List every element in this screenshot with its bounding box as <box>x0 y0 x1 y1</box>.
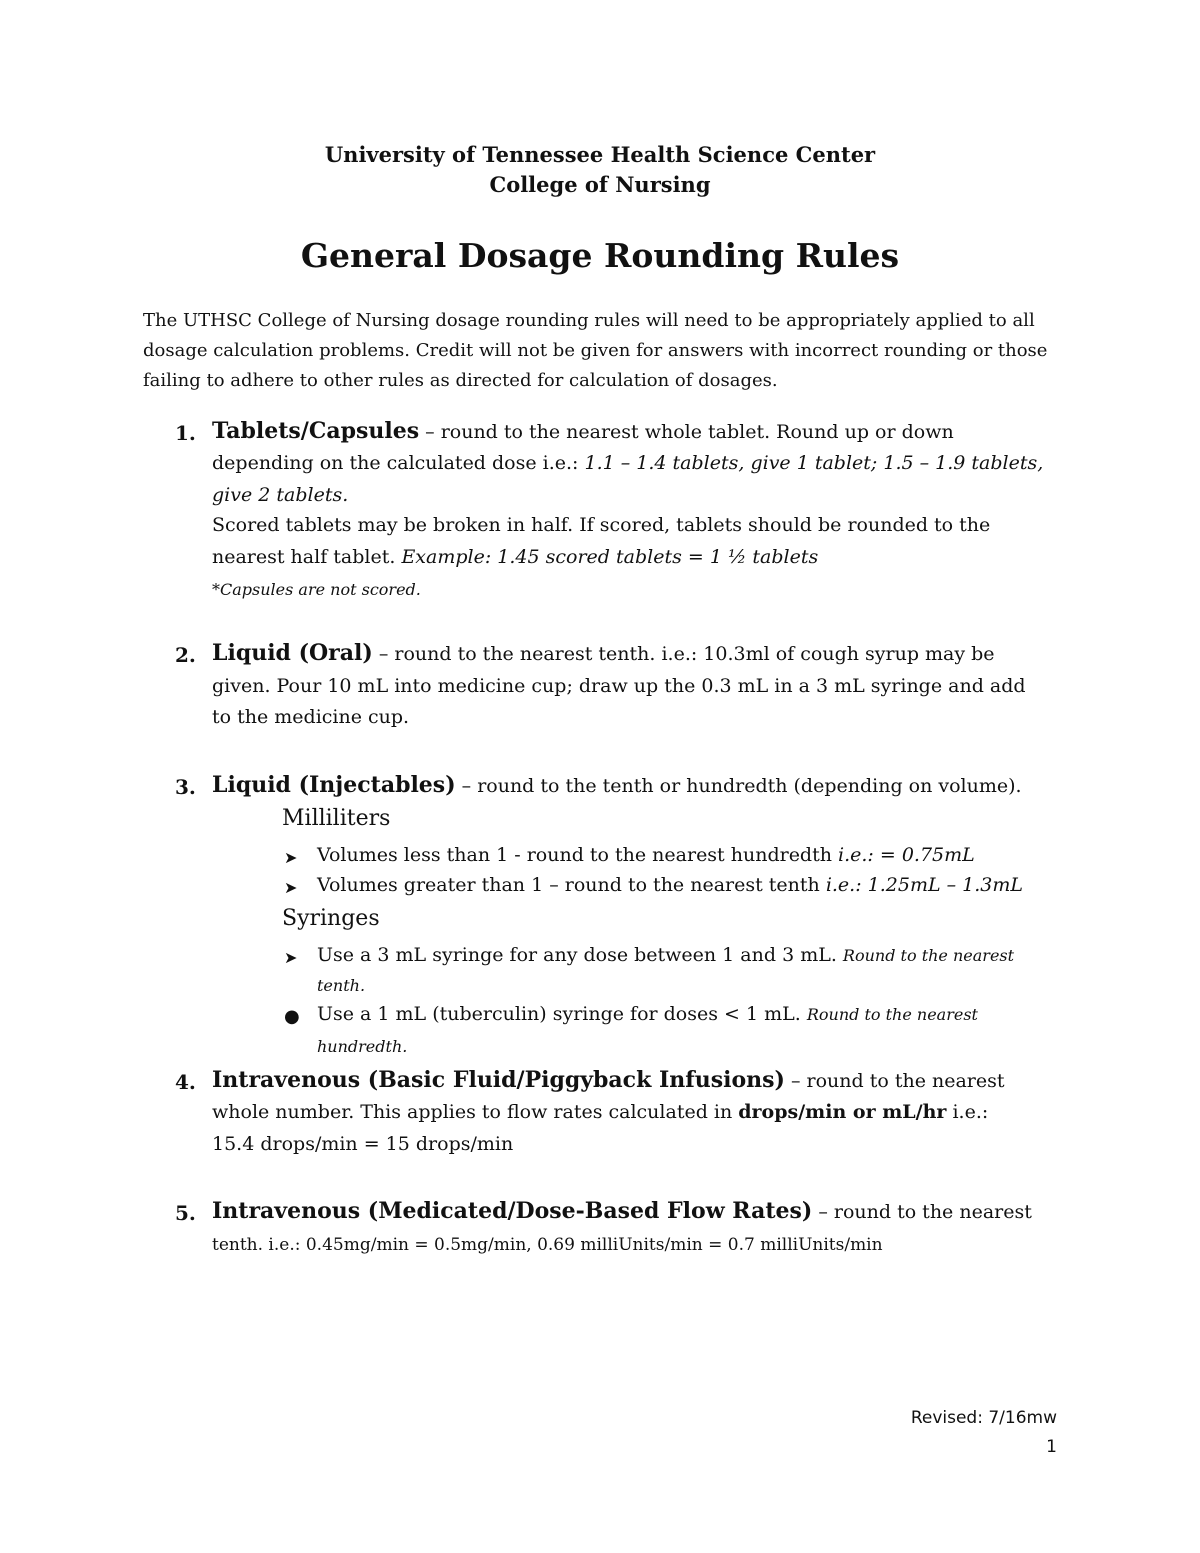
bullet-item <box>317 1003 978 1025</box>
rule-heading: Liquid (Oral) <box>212 640 373 666</box>
rule-heading: Intravenous (Medicated/Dose-Based Flow Rates) <box>212 1198 813 1224</box>
rule-text: – round to the nearest tenth. i.e.: 10.3ml of cough syrup may be <box>372 643 995 665</box>
arrowhead-bullet-icon: ➤ <box>284 948 298 967</box>
rule-number: 4. <box>175 1070 196 1094</box>
milliliters-subheading: Milliliters <box>282 806 391 831</box>
rule-heading: Liquid (Injectables) <box>212 772 456 798</box>
page-title: General Dosage Rounding Rules <box>300 236 900 275</box>
round-bullet-icon: ● <box>284 1006 300 1027</box>
intro-line: dosage calculation problems. Credit will not be given for answers with incorrect rounding or those <box>143 340 1048 361</box>
rule-heading: Tablets/Capsules <box>212 418 420 444</box>
rule-number: 2. <box>175 643 196 667</box>
rule-line <box>212 546 818 568</box>
rule-number: 1. <box>175 421 196 445</box>
rule-text: nearest half tablet. <box>212 546 402 568</box>
arrowhead-bullet-icon: ➤ <box>284 848 298 867</box>
rule-line <box>212 1198 1032 1224</box>
rule-text: – round to the nearest <box>812 1201 1032 1223</box>
rule-text: Scored tablets may be broken in half. If scored, tablets should be rounded to the <box>212 514 991 536</box>
college-name: College of Nursing <box>489 172 711 197</box>
arrowhead-bullet-icon: ➤ <box>284 878 298 897</box>
rule-text: to the medicine cup. <box>212 706 410 728</box>
bullet-text: Volumes greater than 1 – round to the nearest tenth <box>317 874 826 896</box>
bullet-item <box>317 844 975 866</box>
rule-text: depending on the calculated dose i.e.: <box>212 452 585 474</box>
rule-text: whole number. This applies to flow rates calculated in <box>212 1101 739 1123</box>
bullet-text: Volumes less than 1 - round to the nearest hundredth <box>317 844 839 866</box>
rule-example: give 2 tablets. <box>212 484 349 506</box>
bullet-note: tenth. <box>317 976 366 995</box>
rule-text: – round to the tenth or hundredth (depending on volume). <box>455 775 1022 797</box>
rule-line <box>212 1101 988 1123</box>
rule-line <box>212 452 1043 474</box>
intro-paragraph <box>143 306 1063 396</box>
bullet-item <box>317 874 1023 896</box>
rule-number: 3. <box>175 775 196 799</box>
bullet-note: Round to the nearest <box>842 946 1015 965</box>
bullet-text: Use a 1 mL (tuberculin) syringe for doses < 1 mL. <box>317 1003 807 1025</box>
rule-number: 5. <box>175 1201 196 1225</box>
syringes-subheading: Syringes <box>282 906 380 931</box>
rule-heading: Intravenous (Basic Fluid/Piggyback Infusions) <box>212 1067 785 1093</box>
bullet-item <box>317 944 1014 966</box>
rule-line <box>212 1067 1005 1093</box>
rule-line <box>212 772 1022 798</box>
bullet-note: Round to the nearest <box>806 1005 978 1024</box>
bullet-example: i.e.: = 0.75mL <box>838 844 975 866</box>
intro-line: The UTHSC College of Nursing dosage rounding rules will need to be appropriately applied to all <box>143 310 1035 331</box>
page-number: 1 <box>1046 1437 1057 1457</box>
institution-name: University of Tennessee Health Science Center <box>324 142 876 167</box>
rule-text: given. Pour 10 mL into medicine cup; draw up the 0.3 mL in a 3 mL syringe and add <box>212 675 1026 697</box>
bullet-note: hundredth. <box>317 1037 408 1056</box>
rule-line <box>212 640 995 666</box>
rule-note: *Capsules are not scored. <box>212 580 421 599</box>
rule-text: tenth. i.e.: 0.45mg/min = 0.5mg/min, 0.69 milliUnits/min = 0.7 milliUnits/min <box>212 1235 883 1255</box>
rule-emphasis: drops/min or mL/hr <box>738 1101 947 1123</box>
revision-note: Revised: 7/16mw <box>910 1408 1057 1428</box>
bullet-example: i.e.: 1.25mL – 1.3mL <box>825 874 1024 896</box>
rule-text: – round to the nearest whole tablet. Round up or down <box>419 421 954 443</box>
rule-line <box>212 418 954 444</box>
rule-example: Example: 1.45 scored tablets = 1 ½ tablets <box>401 546 819 568</box>
rule-text: – round to the nearest <box>784 1070 1005 1092</box>
rule-example: 1.1 – 1.4 tablets, give 1 tablet; 1.5 – 1.9 tablets, <box>584 452 1044 474</box>
intro-line: failing to adhere to other rules as directed for calculation of dosages. <box>143 370 778 391</box>
bullet-text: Use a 3 mL syringe for any dose between 1 and 3 mL. <box>317 944 843 966</box>
rule-text: i.e.: <box>946 1101 989 1123</box>
rule-text: 15.4 drops/min = 15 drops/min <box>212 1133 514 1155</box>
